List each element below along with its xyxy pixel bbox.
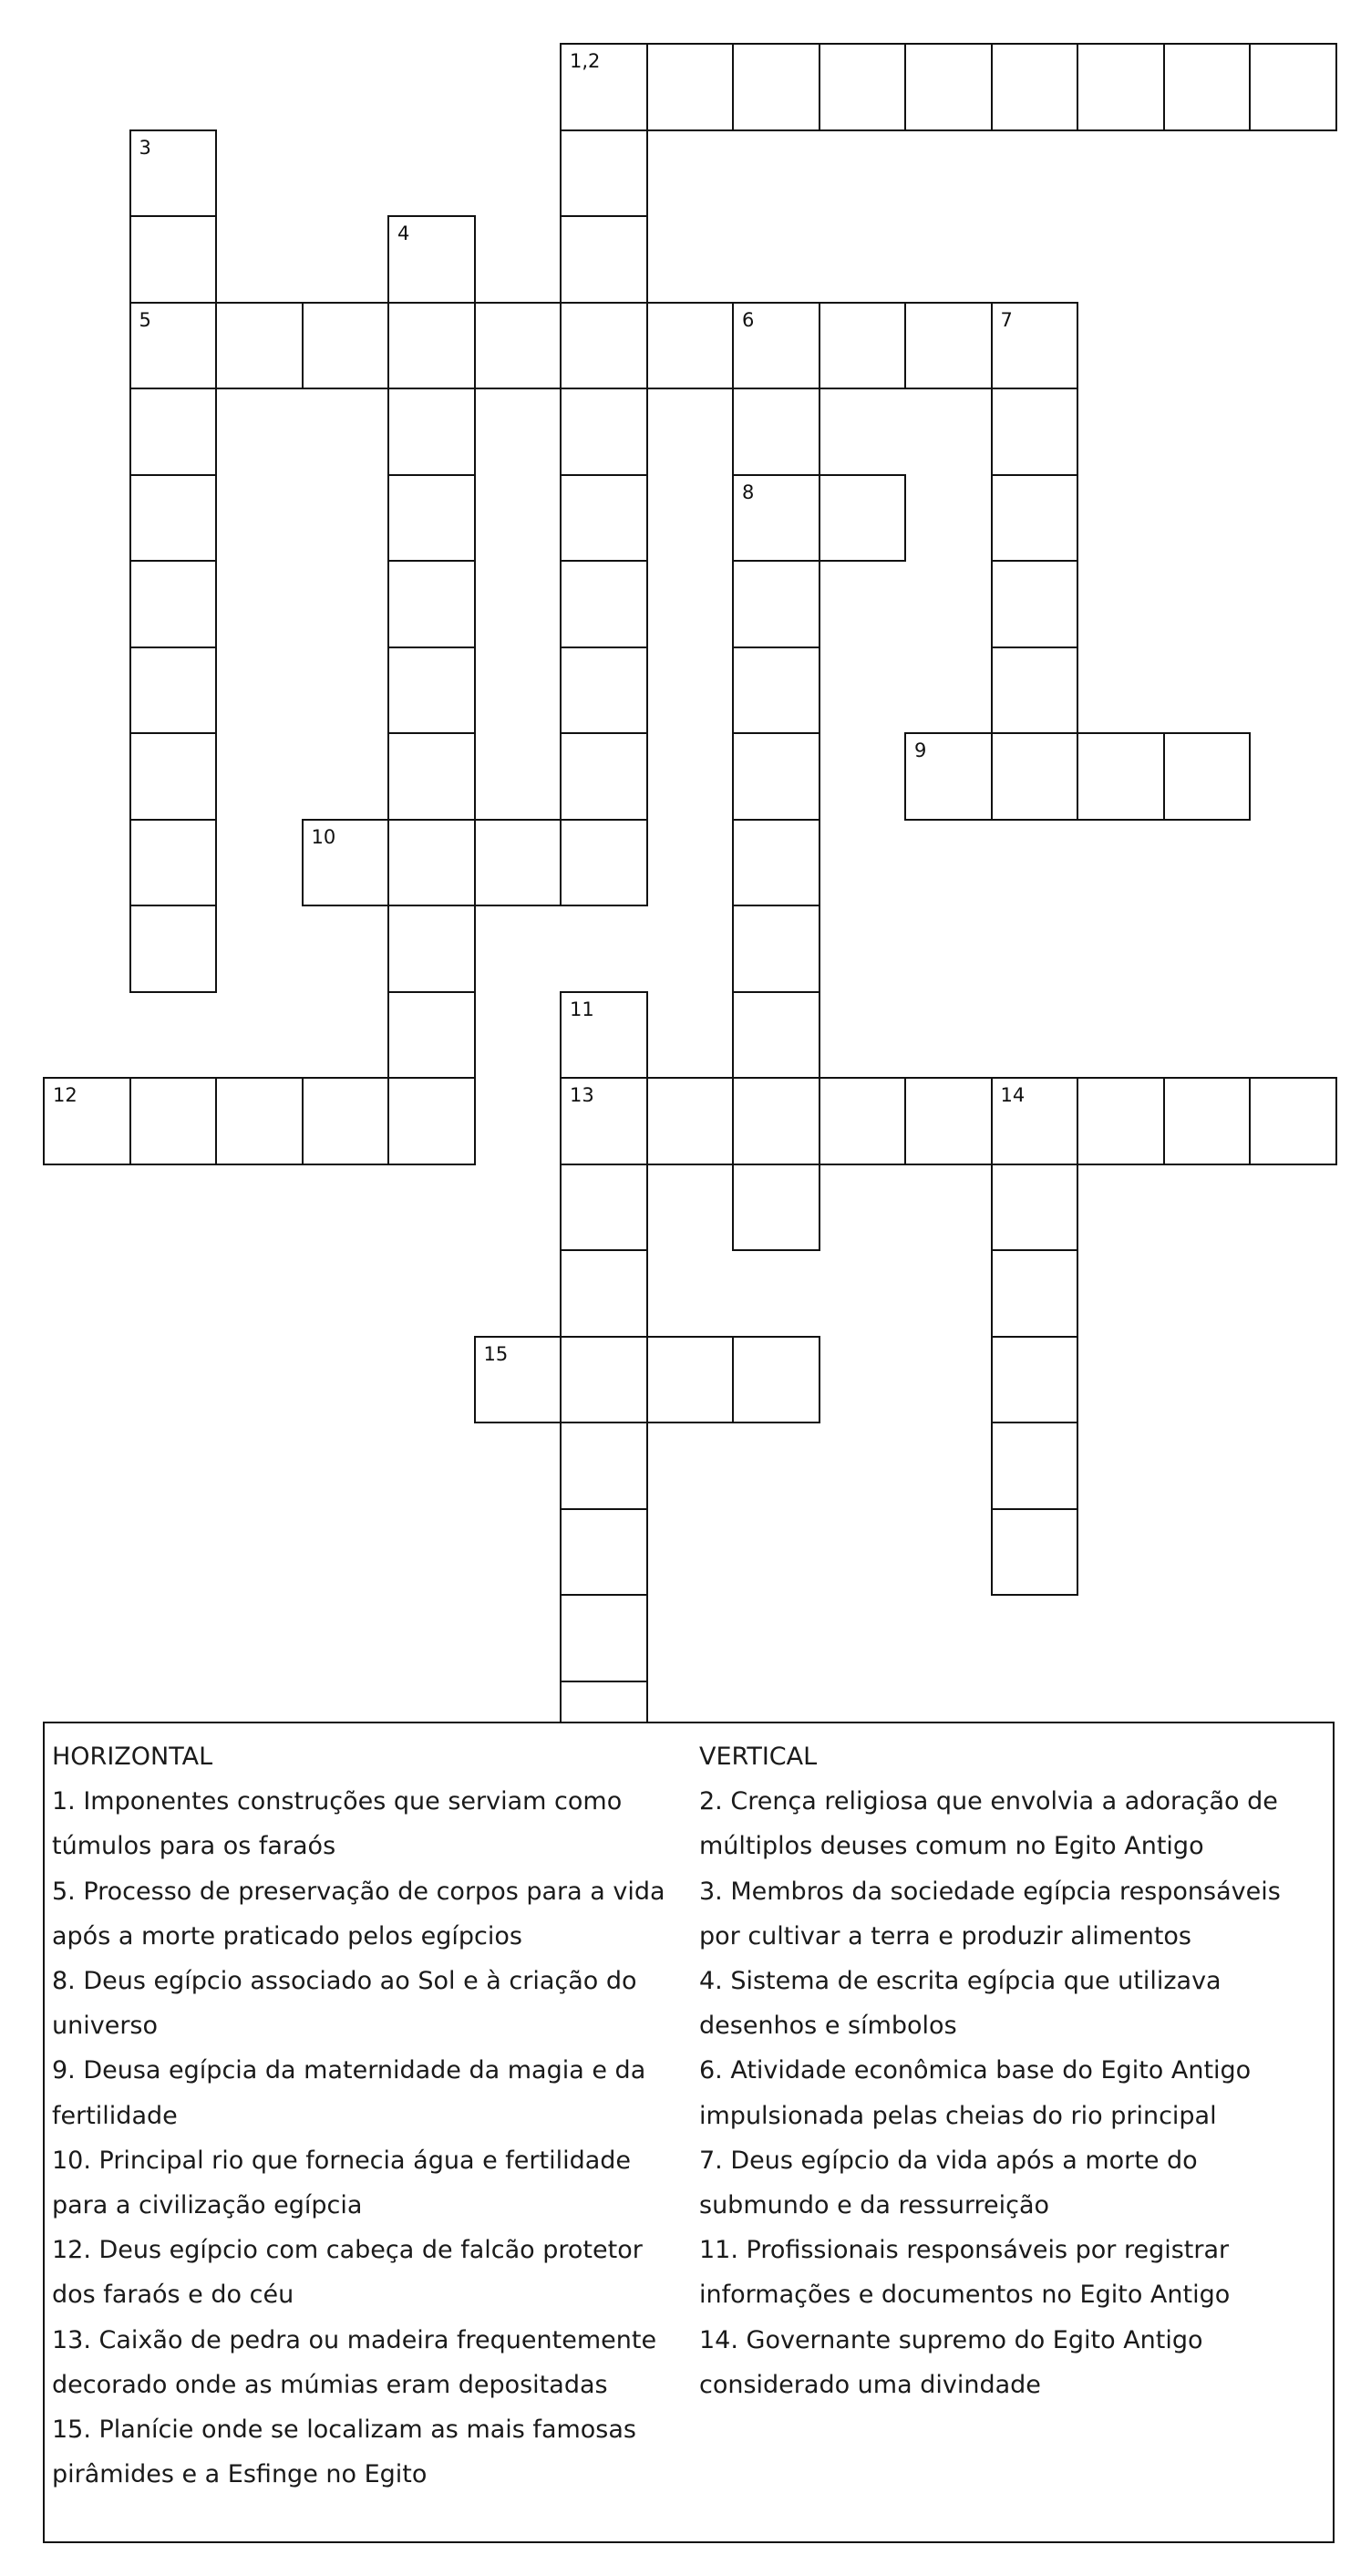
crossword-cell[interactable] <box>129 560 218 648</box>
crossword-cell[interactable] <box>560 732 648 821</box>
crossword-cell-9[interactable] <box>904 732 993 821</box>
crossword-cell-1-2[interactable] <box>560 43 648 131</box>
crossword-cell[interactable] <box>732 43 820 131</box>
crossword-cell[interactable] <box>387 302 476 390</box>
crossword-cell[interactable] <box>1077 732 1165 821</box>
crossword-cell[interactable] <box>560 1336 648 1424</box>
crossword-cell[interactable] <box>387 991 476 1080</box>
crossword-cell[interactable] <box>991 1249 1079 1338</box>
clue-number: 1,2 <box>570 50 601 72</box>
crossword-cell-7[interactable] <box>991 302 1079 390</box>
crossword-cell[interactable] <box>732 905 820 993</box>
clue-number: 13 <box>570 1084 594 1106</box>
clue-number: 14 <box>1000 1084 1026 1106</box>
crossword-cell[interactable] <box>387 819 476 907</box>
clue-number: 4 <box>397 222 410 244</box>
crossword-cell[interactable] <box>560 474 648 563</box>
crossword-cell[interactable] <box>732 560 820 648</box>
crossword-cell[interactable] <box>129 215 218 304</box>
crossword-cell[interactable] <box>560 819 648 907</box>
clue-number: 8 <box>742 481 755 503</box>
crossword-cell[interactable] <box>1163 1077 1252 1165</box>
crossword-cell[interactable] <box>387 1077 476 1165</box>
crossword-cell[interactable] <box>560 302 648 390</box>
crossword-cell[interactable] <box>1249 43 1337 131</box>
crossword-cell[interactable] <box>474 819 562 907</box>
crossword-cell[interactable] <box>129 905 218 993</box>
crossword-cell[interactable] <box>991 732 1079 821</box>
clue-number: 6 <box>742 308 755 331</box>
clue-horizontal-1: 1. Imponentes construções que serviam como túmulos para os faraós <box>52 1787 623 1861</box>
crossword-cell[interactable] <box>129 302 218 390</box>
crossword-cell[interactable] <box>991 1336 1079 1424</box>
clue-horizontal-8: 8. Deus egípcio associado ao Sol e à criação do universo <box>52 1967 637 2041</box>
crossword-cell[interactable] <box>991 647 1079 735</box>
clue-horizontal-10: 10. Principal rio que fornecia água e fertilidade para a civilização egípcia <box>52 2146 632 2220</box>
crossword-cell[interactable] <box>732 991 820 1080</box>
crossword-cell[interactable] <box>387 905 476 993</box>
crossword-cell[interactable] <box>819 302 907 390</box>
crossword-cell-3[interactable] <box>129 129 218 218</box>
crossword-cell[interactable] <box>560 1508 648 1597</box>
crossword-cell[interactable] <box>560 388 648 476</box>
clue-number: 12 <box>53 1084 77 1106</box>
crossword-cell[interactable] <box>560 1249 648 1338</box>
horizontal-clues <box>52 1734 681 2497</box>
crossword-cell[interactable] <box>991 1508 1079 1597</box>
crossword-cell[interactable] <box>646 43 735 131</box>
crossword-cell-8[interactable] <box>732 474 820 563</box>
horizontal-heading: HORIZONTAL <box>52 1743 213 1771</box>
crossword-cell[interactable] <box>732 1336 820 1424</box>
clue-vertical-14: 14. Governante supremo do Egito Antigo considerado uma divindade <box>699 2325 1203 2399</box>
crossword-cell[interactable] <box>129 732 218 821</box>
clue-horizontal-13: 13. Caixão de pedra ou madeira frequentemente decorado onde as múmias eram depositadas <box>52 2325 657 2399</box>
clue-number: 10 <box>311 825 336 848</box>
crossword-cell[interactable] <box>991 388 1079 476</box>
crossword-cell[interactable] <box>991 43 1079 131</box>
crossword-cell[interactable] <box>1163 732 1252 821</box>
crossword-cell[interactable] <box>732 1077 820 1165</box>
crossword-cell[interactable] <box>732 732 820 821</box>
crossword-cell[interactable] <box>560 1422 648 1510</box>
crossword-cell-11[interactable] <box>560 991 648 1080</box>
crossword-cell[interactable] <box>215 1077 304 1165</box>
clue-number: 7 <box>1000 308 1013 331</box>
crossword-cell[interactable] <box>560 215 648 304</box>
clue-vertical-7: 7. Deus egípcio da vida após a morte do submundo e da ressurreição <box>699 2146 1198 2220</box>
crossword-cell[interactable] <box>560 647 648 735</box>
clue-horizontal-12: 12. Deus egípcio com cabeça de falcão protetor dos faraós e do céu <box>52 2236 643 2310</box>
crossword-cell[interactable] <box>1077 1077 1165 1165</box>
clue-vertical-2: 2. Crença religiosa que envolvia a adoração de múltiplos deuses comum no Egito Antigo <box>699 1787 1278 1861</box>
crossword-cell[interactable] <box>560 1164 648 1252</box>
crossword-cell[interactable] <box>1077 43 1165 131</box>
crossword-cell[interactable] <box>991 474 1079 563</box>
crossword-cell[interactable] <box>129 474 218 563</box>
crossword-cell[interactable] <box>732 388 820 476</box>
crossword-cell[interactable] <box>904 1077 993 1165</box>
crossword-cell-10[interactable] <box>302 819 390 907</box>
clue-number: 11 <box>570 998 594 1020</box>
crossword-cell[interactable] <box>732 819 820 907</box>
clue-number: 5 <box>139 308 151 331</box>
crossword-cell-4[interactable] <box>387 215 476 304</box>
crossword-cell[interactable] <box>302 1077 390 1165</box>
clue-vertical-4: 4. Sistema de escrita egípcia que utilizava desenhos e símbolos <box>699 1967 1222 2041</box>
clue-horizontal-5: 5. Processo de preservação de corpos para a vida após a morte praticado pelos egípcios <box>52 1877 665 1950</box>
crossword-cell[interactable] <box>387 647 476 735</box>
crossword-cell[interactable] <box>646 1336 735 1424</box>
crossword-cell-13[interactable] <box>560 1077 648 1165</box>
crossword-cell[interactable] <box>560 560 648 648</box>
crossword-cell-6[interactable] <box>732 302 820 390</box>
crossword-cell-12[interactable] <box>43 1077 131 1165</box>
clue-horizontal-15: 15. Planície onde se localizam as mais famosas pirâmides e a Esfinge no Egito <box>52 2416 636 2489</box>
clues-box <box>43 1722 1335 2543</box>
crossword-cell[interactable] <box>819 474 907 563</box>
crossword-cell[interactable] <box>215 302 304 390</box>
crossword-cell[interactable] <box>904 43 993 131</box>
crossword-cell[interactable] <box>819 43 907 131</box>
crossword-cell[interactable] <box>646 302 735 390</box>
vertical-heading: VERTICAL <box>699 1743 818 1771</box>
crossword-cell[interactable] <box>129 1077 218 1165</box>
crossword-cell[interactable] <box>1249 1077 1337 1165</box>
crossword-cell-14[interactable] <box>991 1077 1079 1165</box>
crossword-cell[interactable] <box>991 560 1079 648</box>
clue-vertical-3: 3. Membros da sociedade egípcia responsáveis por cultivar a terra e produzir alimentos <box>699 1877 1281 1950</box>
crossword-cell-15[interactable] <box>474 1336 562 1424</box>
crossword-cell[interactable] <box>732 1164 820 1252</box>
clue-vertical-6: 6. Atividade econômica base do Egito Antigo impulsionada pelas cheias do rio principal <box>699 2056 1252 2130</box>
crossword-cell[interactable] <box>819 1077 907 1165</box>
crossword-cell[interactable] <box>991 1164 1079 1252</box>
clue-number: 3 <box>139 136 151 159</box>
crossword-cell[interactable] <box>991 1422 1079 1510</box>
clue-vertical-11: 11. Profissionais responsáveis por registrar informações e documentos no Egito Antigo <box>699 2236 1231 2310</box>
crossword-cell[interactable] <box>129 388 218 476</box>
crossword-cell[interactable] <box>302 302 390 390</box>
crossword-cell[interactable] <box>732 647 820 735</box>
crossword-cell[interactable] <box>474 302 562 390</box>
crossword-cell[interactable] <box>387 388 476 476</box>
crossword-cell[interactable] <box>560 1594 648 1682</box>
crossword-cell[interactable] <box>560 129 648 218</box>
crossword-cell[interactable] <box>387 474 476 563</box>
clue-horizontal-9: 9. Deusa egípcia da maternidade da magia e da fertilidade <box>52 2056 646 2130</box>
crossword-cell[interactable] <box>129 819 218 907</box>
crossword-cell[interactable] <box>904 302 993 390</box>
vertical-clues <box>699 1734 1328 2407</box>
crossword-cell[interactable] <box>1163 43 1252 131</box>
crossword-cell[interactable] <box>387 732 476 821</box>
clue-number: 15 <box>483 1342 509 1365</box>
crossword-cell[interactable] <box>387 560 476 648</box>
clue-number: 9 <box>914 740 927 761</box>
crossword-cell[interactable] <box>646 1077 735 1165</box>
crossword-cell[interactable] <box>129 647 218 735</box>
